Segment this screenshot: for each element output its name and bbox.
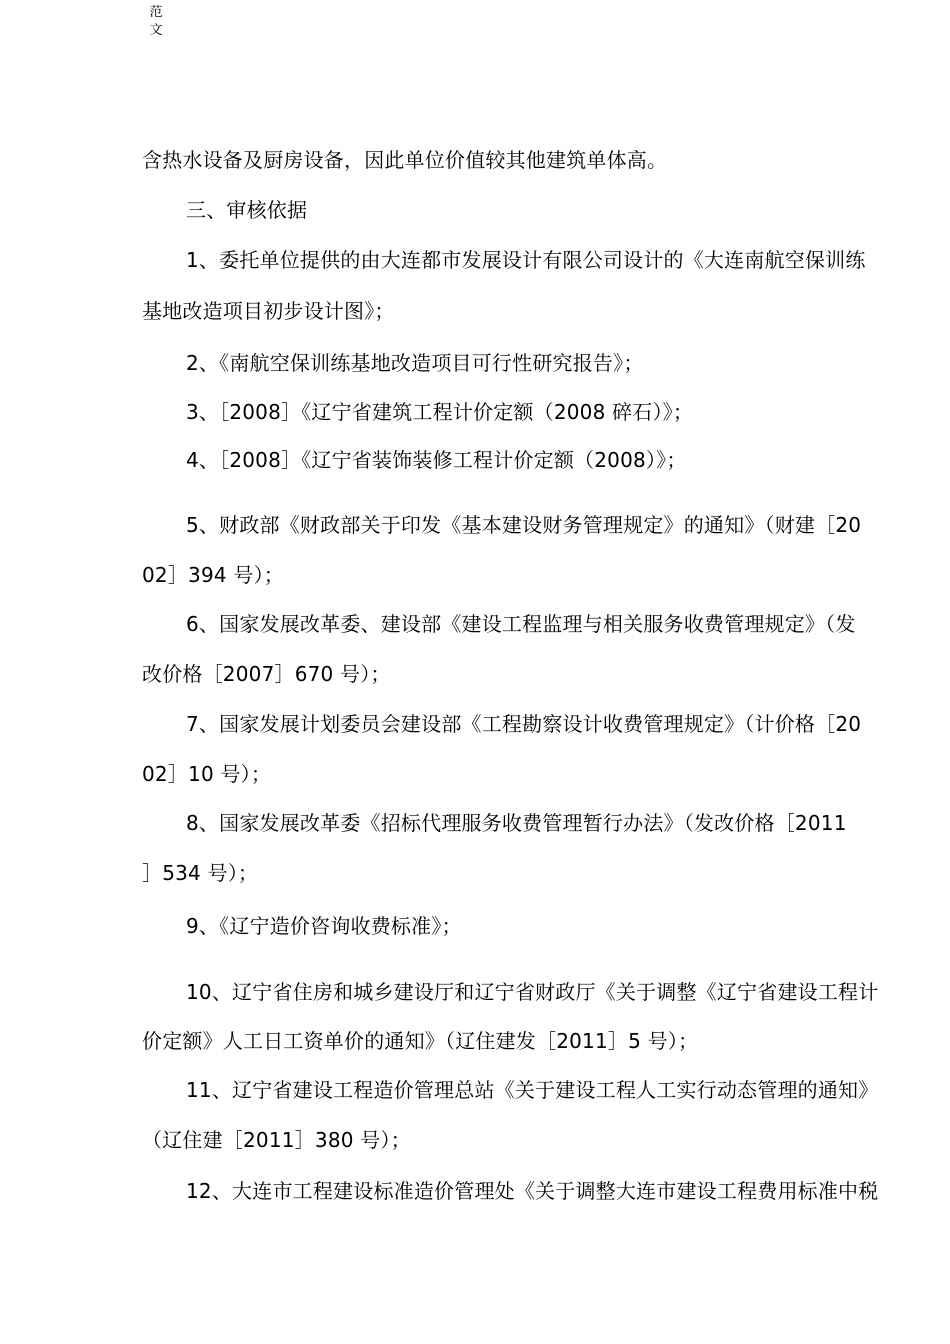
list-item-12-line-1: 12、大连市工程建设标准造价管理处《关于调整大连市建设工程费用标准中税 bbox=[186, 1179, 879, 1203]
list-item-10-line-2: 价定额》人工日工资单价的通知》（辽住建发［2011］5 号）； bbox=[142, 1029, 699, 1053]
list-item-6-line-1: 6、国家发展改革委、建设部《建设工程监理与相关服务收费管理规定》（发 bbox=[186, 612, 856, 636]
list-item-3: 3、［2008］《辽宁省建筑工程计价定额（2008 碎石）》； bbox=[186, 400, 694, 424]
header-mark bbox=[148, 4, 164, 40]
list-item-7-line-1: 7、国家发展计划委员会建设部《工程勘察设计收费管理规定》（计价格［20 bbox=[186, 712, 862, 736]
list-item-8-line-2: ］534 号）； bbox=[142, 861, 259, 885]
list-item-8-line-1: 8、国家发展改革委《招标代理服务收费管理暂行办法》（发改价格［2011 bbox=[186, 811, 847, 835]
header-char-2: 文 bbox=[149, 23, 163, 38]
list-item-11-line-2: （辽住建［2011］380 号）； bbox=[142, 1128, 411, 1152]
list-item-6-line-2: 改价格［2007］670 号）； bbox=[142, 662, 391, 686]
list-item-5-line-2: 02］394 号）； bbox=[142, 563, 284, 587]
list-item-1-line-1: 1、委托单位提供的由大连都市发展设计有限公司设计的《大连南航空保训练 bbox=[186, 248, 866, 272]
text-line-1: 含热水设备及厨房设备，因此单位价值较其他建筑单体高。 bbox=[142, 148, 668, 172]
list-item-5-line-1: 5、财政部《财政部关于印发《基本建设财务管理规定》的通知》（财建［20 bbox=[186, 513, 862, 537]
list-item-2: 2、《南航空保训练基地改造项目可行性研究报告》； bbox=[186, 351, 644, 375]
list-item-1-line-2: 基地改造项目初步设计图》； bbox=[142, 299, 395, 323]
list-item-11-line-1: 11、辽宁省建设工程造价管理总站《关于建设工程人工实行动态管理的通知》 bbox=[186, 1078, 879, 1102]
header-char-1: 范 bbox=[149, 5, 163, 20]
section-heading: 三、审核依据 bbox=[186, 198, 308, 222]
list-item-9: 9、《辽宁造价咨询收费标准》； bbox=[186, 914, 462, 938]
list-item-10-line-1: 10、辽宁省住房和城乡建设厅和辽宁省财政厅《关于调整《辽宁省建设工程计 bbox=[186, 980, 879, 1004]
list-item-4: 4、［2008］《辽宁省装饰装修工程计价定额（2008）》； bbox=[186, 448, 687, 472]
list-item-7-line-2: 02］10 号）； bbox=[142, 762, 272, 786]
